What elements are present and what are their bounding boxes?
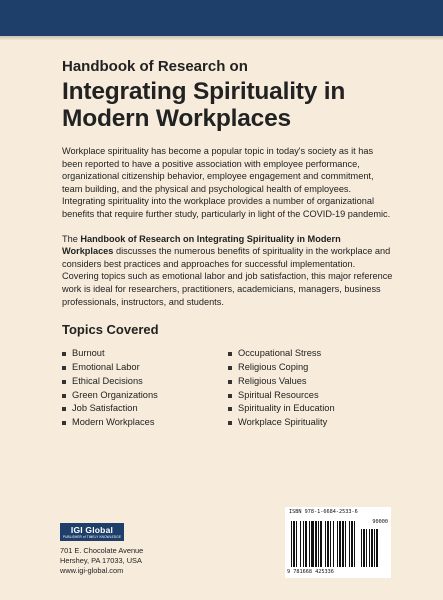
topic-item: Green Organizations (62, 389, 228, 403)
description-paragraph-1: Workplace spirituality has become a popular topic in today's society as it has been reported to have a positive association with employee performance, organizational citizenship behavior, employee engagement and commitment, team building, and the physical and psychological health of employees. Integrating spirituality into the workplace provides a number of organizational benefits that require further study, particularly in light of the COVID-19 pandemic. (62, 146, 391, 219)
topic-item: Occupational Stress (228, 347, 394, 361)
isbn-barcode-number: 9 781668 425336 (287, 569, 334, 575)
address-line-1: 701 E. Chocolate Avenue (60, 546, 144, 555)
publisher-logo-text: IGI Global (70, 524, 114, 535)
topics-heading: Topics Covered (62, 322, 159, 338)
book-series-label: Handbook of Research on (62, 58, 248, 75)
publisher-address (60, 546, 143, 575)
cover-text-block (62, 58, 394, 430)
description-lead: The (62, 233, 81, 244)
topic-item: Ethical Decisions (62, 375, 228, 389)
topics-column-right (228, 347, 394, 430)
topic-item: Workplace Spirituality (228, 416, 394, 430)
publisher-website: www.igi-global.com (60, 565, 124, 575)
topic-item: Spirituality in Education (228, 402, 394, 416)
isbn-label: ISBN 978-1-6684-2533-6 (289, 509, 358, 515)
publisher-block (60, 523, 143, 575)
topic-item: Religious Values (228, 375, 394, 389)
address-line-2: Hershey, PA 17033, USA (60, 555, 142, 565)
topic-item: Job Satisfaction (62, 402, 228, 416)
topic-item: Spiritual Resources (228, 389, 394, 403)
book-title-line1: Integrating Spirituality in (62, 78, 346, 105)
topic-item: Religious Coping (228, 361, 394, 375)
topic-item: Burnout (62, 347, 228, 361)
book-title-line2: Modern Workplaces (62, 105, 291, 132)
isbn-supplement: 90000 (372, 519, 388, 525)
topic-item: Modern Workplaces (62, 416, 228, 430)
description-paragraph-2 (62, 233, 394, 309)
publisher-logo (60, 523, 124, 541)
top-band-shadow (0, 36, 443, 40)
description-rest: discusses the numerous benefits of spirituality in the workplace and considers best practices and approaches for successful implementation. Covering topics such as emotional labor and job satisfaction, this major reference work is ideal for researchers, practitioners, academicians, managers, business professionals, instructors, and students. (62, 246, 393, 307)
description-book-title: Handbook of Research on Integrating Spirituality in Modern Workplaces (62, 233, 341, 257)
isbn-barcode-box (285, 507, 391, 578)
top-color-band (0, 0, 443, 36)
book-title (62, 78, 394, 132)
topic-item: Emotional Labor (62, 361, 228, 375)
topics-list (62, 347, 394, 430)
publisher-logo-tagline: PUBLISHER of TIMELY KNOWLEDGE (62, 534, 122, 539)
topics-column-left (62, 347, 228, 430)
